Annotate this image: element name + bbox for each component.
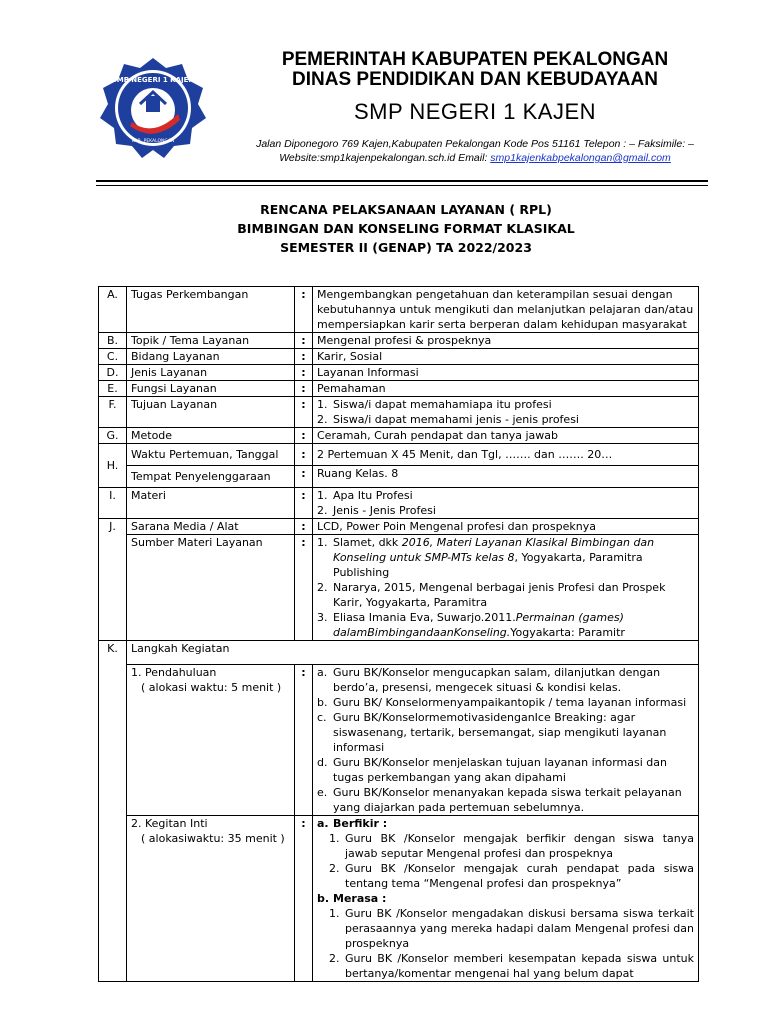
row-label: Langkah Kegiatan [127,641,699,665]
row-value [313,488,699,519]
row-label: Tujuan Layanan [127,397,295,428]
row-colon: : [295,287,313,333]
row-colon: : [295,466,313,488]
row-code: J. [99,519,127,641]
item-number: a. [317,817,329,830]
step-label [127,816,295,982]
school-address [210,137,740,165]
row-label: Jenis Layanan [127,365,295,381]
source-1-publisher: , Yogyakarta, Paramitra Publishing [333,551,643,579]
row-value: Layanan Informasi [313,365,699,381]
source-1-author: Slamet, dkk [333,536,402,549]
row-value [313,535,699,641]
address-text: Jalan Diponegoro 769 Kajen,Kabupaten Pekalongan Kode Pos 51161 Telepon : – Faksimile: – [256,138,694,150]
item-text: Guru BK/Konselor menjelaskan tujuan layanan informasi dan tugas perkembangan yang akan dipahami [333,756,667,784]
row-value: Pemahaman [313,381,699,397]
item-number: 2. [329,862,340,875]
item-number: 2. [317,413,328,426]
table-row [99,349,699,365]
row-colon: : [295,333,313,349]
source-3-title: Permainan (games) dalamBimbingandaanKonseling. [333,611,624,639]
source-1 [333,535,694,580]
table-row [99,333,699,349]
logo-text: SMP NEGERI 1 KAJEN [111,76,195,84]
table-row [99,444,699,466]
item-text: Siswa/i dapat memahami jenis - jenis profesi [333,413,579,426]
item-text: Guru BK/ Konselormenyampaikantopik / tema layanan informasi [333,696,687,709]
row-code: F. [99,397,127,428]
item-text: Guru BK/KonselormemotivasidenganIce Breaking: agar siswasenang, tertarik, bersemangat, siap mengikuti layanan informasi [333,711,667,754]
row-label: Sarana Media / Alat [127,519,295,535]
row-code: B. [99,333,127,349]
row-code: K. [99,641,127,982]
item-number: 1. [317,489,328,502]
source-1-title: 2016, Materi Layanan Klasikal Bimbingan dan Konseling untuk SMP-MTs kelas 8 [333,536,655,564]
row-value [313,397,699,428]
source-2: Nararya, 2015, Mengenal berbagai jenis Profesi dan Prospek Karir, Yogyakarta, Paramitra [333,581,666,609]
table-row [99,641,699,665]
step-title: 2. Kegitan Inti [131,817,208,830]
table-row [99,428,699,444]
row-label: Materi [127,488,295,519]
item-text: Guru BK/Konselor menanyakan kepada siswa terkait pelayanan yang diajarkan pada pertemuan sebelumnya. [333,786,682,814]
table-row [99,287,699,333]
item-text: Jenis - Jenis Profesi [333,504,436,517]
item-text: Siswa/i dapat memahamiapa itu profesi [333,398,552,411]
row-colon: : [295,397,313,428]
doc-title-3: SEMESTER II (GENAP) TA 2022/2023 [280,240,532,255]
header-rule-thin [96,185,708,186]
row-colon: : [295,535,313,641]
item-text: Merasa : [333,892,387,905]
row-label: Metode [127,428,295,444]
row-value: 2 Pertemuan X 45 Menit, dan Tgl, ……. dan ……. 20… [313,444,699,466]
item-number: e. [317,786,328,799]
item-number: 3. [317,611,328,624]
item-number: b. [317,696,328,709]
item-number: 1. [329,832,340,845]
row-code: C. [99,349,127,365]
item-number: 2. [329,952,340,965]
row-code: I. [99,488,127,519]
doc-title-2: BIMBINGAN DAN KONSELING FORMAT KLASIKAL [237,221,575,236]
item-text: Guru BK /Konselor mengadakan diskusi bersama siswa terkait perasaannya yang mereka hadapi dalam Mengenal profesi dan prospeknya [345,907,694,950]
row-colon: : [295,816,313,982]
source-3-publisher: Yogyakarta: Paramitr [510,626,625,639]
row-code: G. [99,428,127,444]
item-text: Apa Itu Profesi [333,489,413,502]
step-label [127,665,295,816]
table-row [99,397,699,428]
row-colon: : [295,428,313,444]
table-row [99,535,699,641]
row-label: Fungsi Layanan [127,381,295,397]
row-value: Mengembangkan pengetahuan dan keterampilan sesuai dengan kebutuhannya untuk mengikuti dan melanjutkan pelajaran dan/atau mempersiapkan karir serta berperan dalam kehidupan masyarakat [313,287,699,333]
item-text: Guru BK /Konselor memberi kesempatan kepada siswa untuk bertanya/komentar mengenai hal yang belum dapat [345,952,694,980]
row-colon: : [295,519,313,535]
item-number: b. [317,892,330,905]
item-number: 1. [317,536,328,549]
row-label: Waktu Pertemuan, Tanggal [127,444,295,466]
step-content [313,665,699,816]
school-logo [96,56,210,160]
row-code: A. [99,287,127,333]
row-value: Karir, Sosial [313,349,699,365]
row-value: Mengenal profesi & prospeknya [313,333,699,349]
source-3-author: Eliasa Imania Eva, Suwarjo.2011. [333,611,516,624]
email-link[interactable]: smp1kajenkabpekalongan@gmail.com [490,152,671,164]
step-title: 1. Pendahuluan [131,666,217,679]
item-number: a. [317,666,328,679]
item-number: 2. [317,581,328,594]
item-number: d. [317,756,328,769]
row-colon: : [295,488,313,519]
item-number: 1. [317,398,328,411]
row-label: Bidang Layanan [127,349,295,365]
row-value: Ceramah, Curah pendapat dan tanya jawab [313,428,699,444]
row-code: H. [99,444,127,488]
table-row [99,488,699,519]
item-number: c. [317,711,327,724]
row-code: D. [99,365,127,381]
row-label: Tempat Penyelenggaraan [127,466,295,488]
step-content [313,816,699,982]
source-3 [333,610,694,640]
row-label: Sumber Materi Layanan [127,535,295,641]
row-value: LCD, Power Poin Mengenal profesi dan prospeknya [313,519,699,535]
table-row [99,381,699,397]
row-colon: : [295,665,313,816]
school-name: SMP NEGERI 1 KAJEN [353,99,597,124]
header-line-2: DINAS PENDIDIKAN DAN KEBUDAYAAN [292,69,658,90]
row-label: Topik / Tema Layanan [127,333,295,349]
row-colon: : [295,381,313,397]
row-colon: : [295,444,313,466]
step-time: ( alokasi waktu: 5 menit ) [141,681,282,694]
row-value: Ruang Kelas. 8 [313,466,699,488]
doc-title-1: RENCANA PELAKSANAAN LAYANAN ( RPL) [260,202,552,217]
item-number: 1. [329,907,340,920]
item-text: Berfikir : [333,817,388,830]
logo-sub: KAB. PEKALONGAN [131,139,175,144]
rpl-table [98,286,699,982]
row-label: Tugas Perkembangan [127,287,295,333]
item-text: Guru BK /Konselor mengajak curah pendapat pada siswa tentang tema “Mengenal profesi dan prospeknya” [345,862,694,890]
item-number: 2. [317,504,328,517]
table-row [99,519,699,535]
item-text: Guru BK/Konselor mengucapkan salam, dilanjutkan dengan berdo’a, presensi, mengecek situasi & kondisi kelas. [333,666,661,694]
header-rule-thick [96,180,708,182]
row-code: E. [99,381,127,397]
table-row [99,816,699,982]
table-row [99,365,699,381]
row-colon: : [295,365,313,381]
step-time: ( alokasiwaktu: 35 menit ) [141,832,285,845]
header-line-1: PEMERINTAH KABUPATEN PEKALONGAN [281,49,669,70]
website-text: Website:smp1kajenpekalongan.sch.id Email: [279,152,491,164]
row-colon: : [295,349,313,365]
item-text: Guru BK /Konselor mengajak berfikir dengan siswa tanya jawab seputar Mengenal profesi dan prospeknya [345,832,694,860]
table-row [99,665,699,816]
table-row [99,466,699,488]
